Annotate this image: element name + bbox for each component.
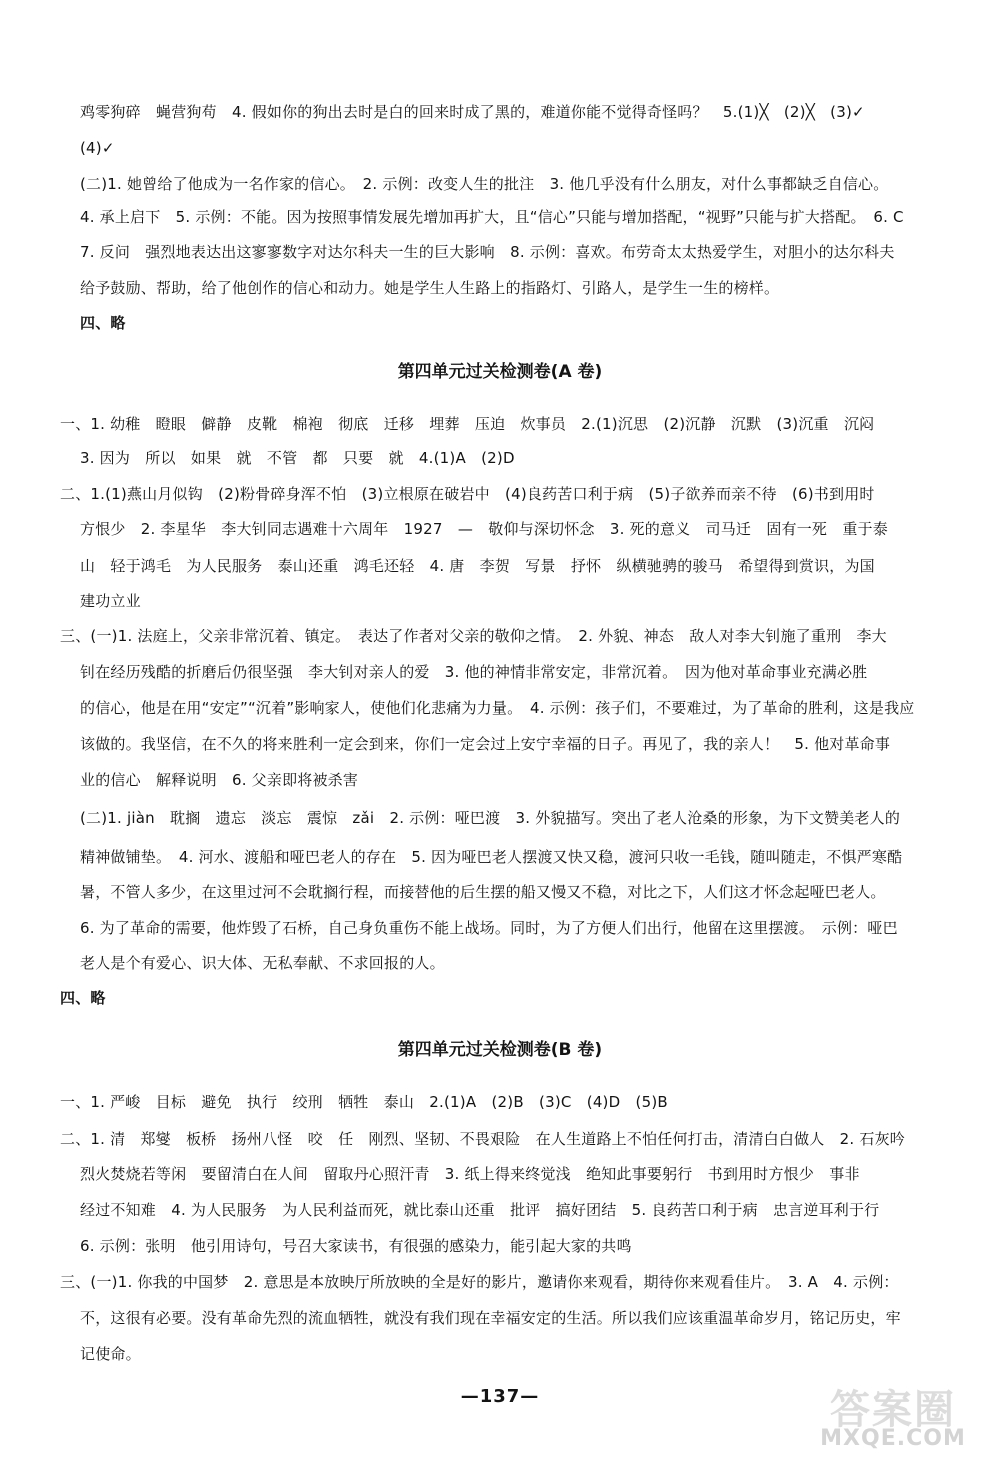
answer-line: 给予鼓励、帮助，给了他创作的信心和动力。她是学生人生路上的指路灯、引路人，是学生一生的榜样。 (80, 279, 780, 297)
answer-line: (二)1. 她曾给了他成为一名作家的信心。 2. 示例：改变人生的批注 3. 他几乎没有什么朋友，对什么事都缺乏自信心。 (80, 175, 889, 193)
watermark (808, 1382, 978, 1452)
section-heading: 四、略 (80, 314, 126, 332)
answer-line: 4. 承上启下 5. 示例：不能。因为按照事情发展先增加再扩大，且“信心”只能与增加搭配，“视野”只能与扩大搭配。 6. C (80, 208, 904, 226)
answer-line: 烈火焚烧若等闲 要留清白在人间 留取丹心照汗青 3. 纸上得来终觉浅 绝知此事要躬行 书到用时方恨少 事非 (80, 1165, 860, 1183)
answer-line: 鸡零狗碎 蝇营狗苟 4. 假如你的狗出去时是白的回来时成了黑的，难道你能不觉得奇怪吗？ 5.(1)╳ (2)╳ (3)✓ (80, 103, 865, 121)
answer-line: 6. 为了革命的需要，他炸毁了石桥，自己身负重伤不能上战场。同时，为了方便人们出行，他留在这里摆渡。 示例：哑巴 (80, 919, 898, 937)
answer-line: 老人是个有爱心、识大体、无私奉献、不求回报的人。 (80, 954, 445, 972)
test-title-b: 第四单元过关检测卷(B 卷) (397, 1040, 603, 1060)
answer-line: 的信心，他是在用“安定”“沉着”影响家人，使他们化悲痛为力量。 4. 示例：孩子们，不要难过，为了革命的胜利，这是我应 (80, 699, 915, 717)
answer-line: 3. 因为 所以 如果 就 不管 都 只要 就 4.(1)A (2)D (80, 449, 515, 467)
answer-line: 建功立业 (80, 592, 141, 610)
answer-line: 业的信心 解释说明 6. 父亲即将被杀害 (80, 771, 359, 789)
answer-line: 记使命。 (80, 1345, 141, 1363)
answer-line: (4)✓ (80, 139, 115, 157)
answer-line: 经过不知难 4. 为人民服务 为人民利益而死，就比泰山还重 批评 搞好团结 5. 良药苦口利于病 忠言逆耳利于行 (80, 1201, 880, 1219)
watermark-logo-text: 答案圈 (830, 1387, 956, 1433)
section-heading: 四、略 (60, 989, 106, 1007)
answer-line: 二、1. 清 郑燮 板桥 扬州八怪 咬 任 刚烈、坚韧、不畏艰险 在人生道路上不怕任何打击，清清白白做人 2. 石灰吟 (60, 1130, 905, 1148)
answer-line: 暑，不管人多少，在这里过河不会耽搁行程，而接替他的后生摆的船又慢又不稳，对比之下，人们这才怀念起哑巴老人。 (80, 883, 886, 901)
answer-line: 钊在经历残酷的折磨后仍很坚强 李大钊对亲人的爱 3. 他的神情非常安定，非常沉着。 因为他对革命事业充满必胜 (80, 663, 868, 681)
answer-line: 6. 示例：张明 他引用诗句，号召大家读书，有很强的感染力，能引起大家的共鸣 (80, 1237, 632, 1255)
answer-line: 一、1. 幼稚 瞪眼 僻静 皮靴 棉袍 彻底 迁移 埋葬 压迫 炊事员 2.(1)沉思 (2)沉静 沉默 (3)沉重 沉闷 (60, 415, 875, 433)
answer-line: 7. 反问 强烈地表达出这寥寥数字对达尔科夫一生的巨大影响 8. 示例：喜欢。布劳奇太太热爱学生，对胆小的达尔科夫 (80, 243, 895, 261)
answer-line: 不，这很有必要。没有革命先烈的流血牺牲，就没有我们现在幸福安定的生活。所以我们应该重温革命岁月，铭记历史，牢 (80, 1309, 901, 1327)
answer-line: 二、1.(1)燕山月似钩 (2)粉骨碎身浑不怕 (3)立根原在破岩中 (4)良药苦口利于病 (5)子欲养而亲不待 (6)书到用时 (60, 485, 875, 503)
answer-line: 山 轻于鸿毛 为人民服务 泰山还重 鸿毛还轻 4. 唐 李贺 写景 抒怀 纵横驰骋的骏马 希望得到赏识，为国 (80, 557, 875, 575)
page-number: —137— (460, 1386, 540, 1407)
answer-line: 三、(一)1. 法庭上，父亲非常沉着、镇定。 表达了作者对父亲的敬仰之情。 2. 外貌、神态 敌人对李大钊施了重刑 李大 (60, 627, 887, 645)
test-title-a: 第四单元过关检测卷(A 卷) (397, 362, 603, 382)
answer-line: 三、(一)1. 你我的中国梦 2. 意思是本放映厅所放映的全是好的影片，邀请你来观看，期待你来观看佳片。 3. A 4. 示例： (60, 1273, 899, 1291)
answer-line: 精神做铺垫。 4. 河水、渡船和哑巴老人的存在 5. 因为哑巴老人摆渡又快又稳，渡河只收一毛钱，随叫随走，不惧严寒酷 (80, 848, 903, 866)
answer-line: 该做的。我坚信，在不久的将来胜利一定会到来，你们一定会过上安宁幸福的日子。再见了，我的亲人！ 5. 他对革命事 (80, 735, 891, 753)
watermark-url: MXQE.COM (820, 1426, 966, 1451)
answer-line: 方恨少 2. 李星华 李大钊同志遇难十六周年 1927 — 敬仰与深切怀念 3. 死的意义 司马迁 固有一死 重于泰 (80, 520, 888, 538)
answer-line: 一、1. 严峻 目标 避免 执行 绞刑 牺牲 泰山 2.(1)A (2)B (3)C (4)D (5)B (60, 1093, 668, 1111)
answer-line: (二)1. jiàn 耽搁 遗忘 淡忘 震惊 zǎi 2. 示例：哑巴渡 3. 外貌描写。突出了老人沧桑的形象，为下文赞美老人的 (80, 809, 901, 827)
